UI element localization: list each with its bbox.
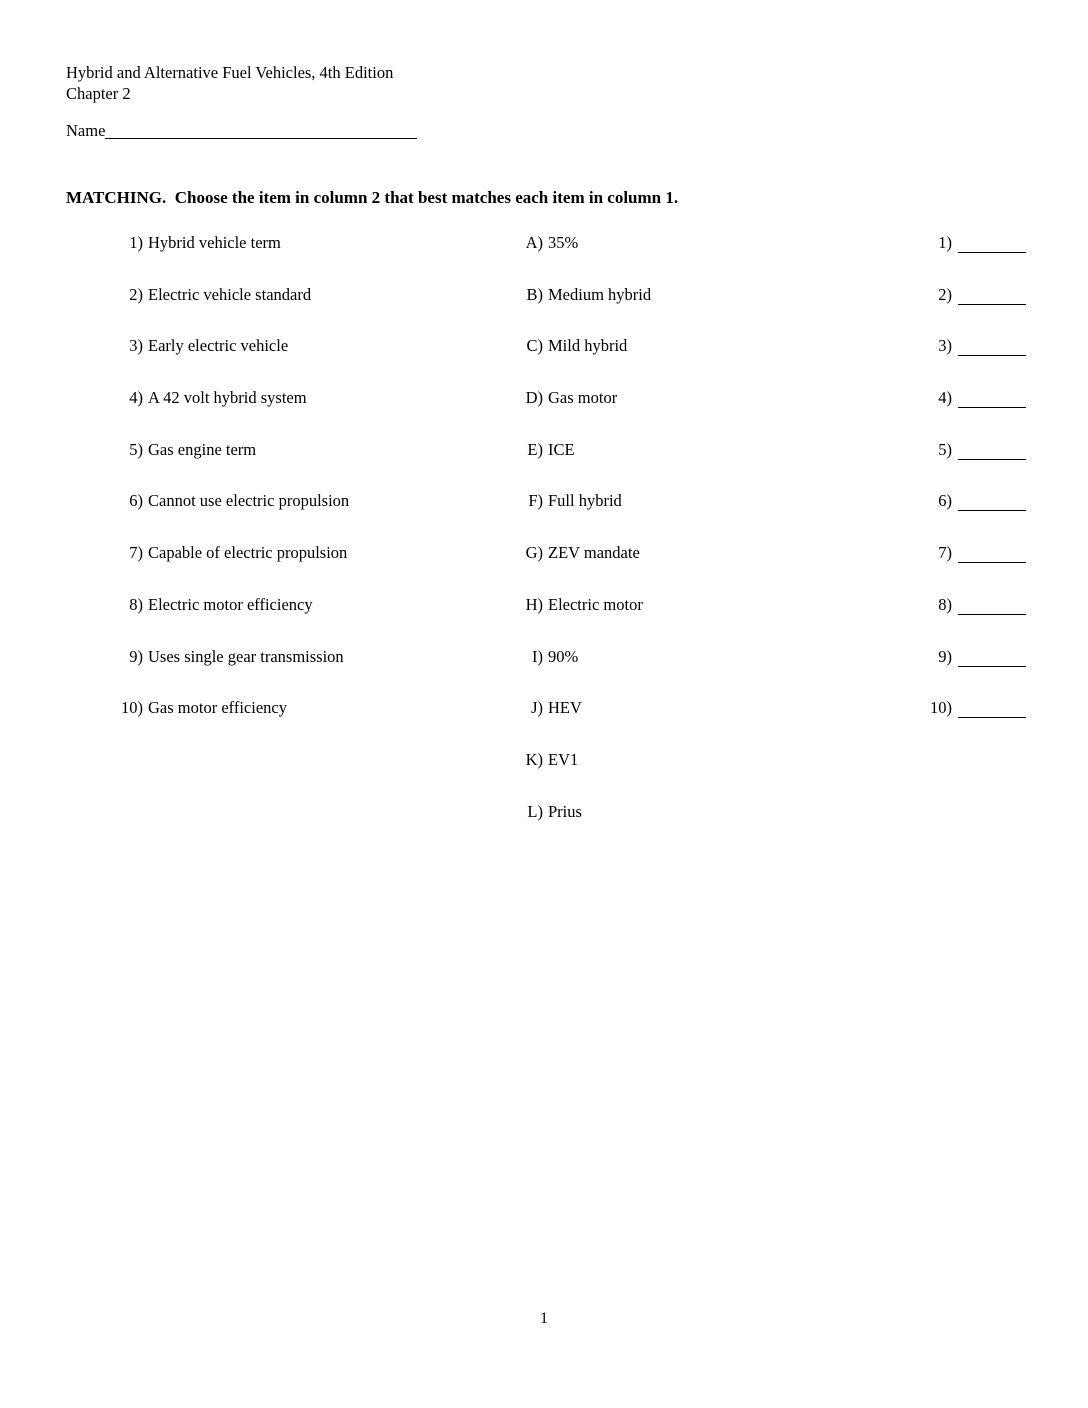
answer-blank-line [958,490,1026,511]
option-label: 35% [548,233,579,252]
answer-number: 5) [938,439,952,459]
answer-blank-line [958,335,1026,356]
matching-row [66,490,1026,542]
answer-number: 3) [938,336,952,356]
item-number: 2) [129,284,143,304]
matching-row [66,439,1026,491]
item-label: Electric vehicle standard [148,284,312,304]
option-label: EV1 [548,749,579,769]
item-label: Early electric vehicle [148,336,289,356]
matching-row [66,594,1026,646]
answer-blank-line [958,387,1026,408]
document-title: Hybrid and Alternative Fuel Vehicles, 4th Edition [66,63,394,82]
option-label: Medium hybrid [548,284,652,304]
option-label: Gas motor [548,388,618,408]
item-number: 10) [121,698,143,718]
name-field-row [66,120,1026,141]
matching-instruction: MATCHING. Choose the item in column 2 that best matches each item in column 1. [66,188,679,207]
item-label: Uses single gear transmission [148,646,344,666]
name-blank-line [105,138,417,139]
item-label: Cannot use electric propulsion [148,491,350,511]
matching-row [66,232,1026,284]
option-letter: A) [525,233,543,252]
document-chapter: Chapter 2 [66,84,131,103]
answer-blank-line [958,284,1026,305]
option-letter: I) [532,646,543,666]
item-number: 3) [129,336,143,356]
item-number: 4) [129,388,143,408]
item-number: 8) [129,594,143,614]
item-label: Electric motor efficiency [148,594,313,614]
option-label: 90% [548,646,579,666]
option-letter: B) [526,284,543,304]
answer-blank-line [958,232,1026,253]
answer-number: 1) [938,233,952,252]
matching-row [66,749,1026,801]
matching-row [66,387,1026,439]
name-label: Name [66,121,106,140]
option-letter: H) [525,594,543,614]
item-label: A 42 volt hybrid system [148,388,307,408]
option-letter: D) [525,388,543,408]
option-letter: J) [531,698,543,718]
item-number: 9) [129,646,143,666]
matching-row [66,646,1026,698]
item-number: 1) [129,233,143,252]
answer-blank-line [958,594,1026,615]
answer-number: 4) [938,388,952,408]
item-number: 5) [129,439,143,459]
option-letter: L) [527,801,543,821]
item-label: Gas motor efficiency [148,698,287,718]
answer-blank-line [958,646,1026,667]
matching-table [66,232,1026,852]
answer-number: 9) [938,646,952,666]
option-label: ICE [548,439,575,459]
matching-row [66,801,1026,853]
answer-blank-line [958,697,1026,718]
answer-number: 6) [938,491,952,511]
item-number: 6) [129,491,143,511]
option-letter: G) [525,543,543,563]
item-label: Gas engine term [148,439,257,459]
item-number: 7) [129,543,143,563]
answer-number: 8) [938,594,952,614]
item-label: Capable of electric propulsion [148,543,348,563]
option-letter: F) [528,491,543,511]
answer-number: 7) [938,543,952,563]
option-letter: C) [526,336,543,356]
option-label: Mild hybrid [548,336,628,356]
answer-blank-line [958,439,1026,460]
item-label: Hybrid vehicle term [148,233,281,252]
option-label: HEV [548,698,582,718]
answer-number: 2) [938,284,952,304]
matching-row [66,697,1026,749]
matching-row [66,335,1026,387]
option-label: ZEV mandate [548,543,640,563]
page-number: 1 [540,1310,548,1327]
answer-number: 10) [930,698,952,718]
matching-row [66,284,1026,336]
answer-blank-line [958,542,1026,563]
option-letter: K) [525,749,543,769]
option-label: Prius [548,801,582,821]
option-label: Electric motor [548,594,643,614]
option-label: Full hybrid [548,491,622,511]
option-letter: E) [527,439,543,459]
matching-row [66,542,1026,594]
